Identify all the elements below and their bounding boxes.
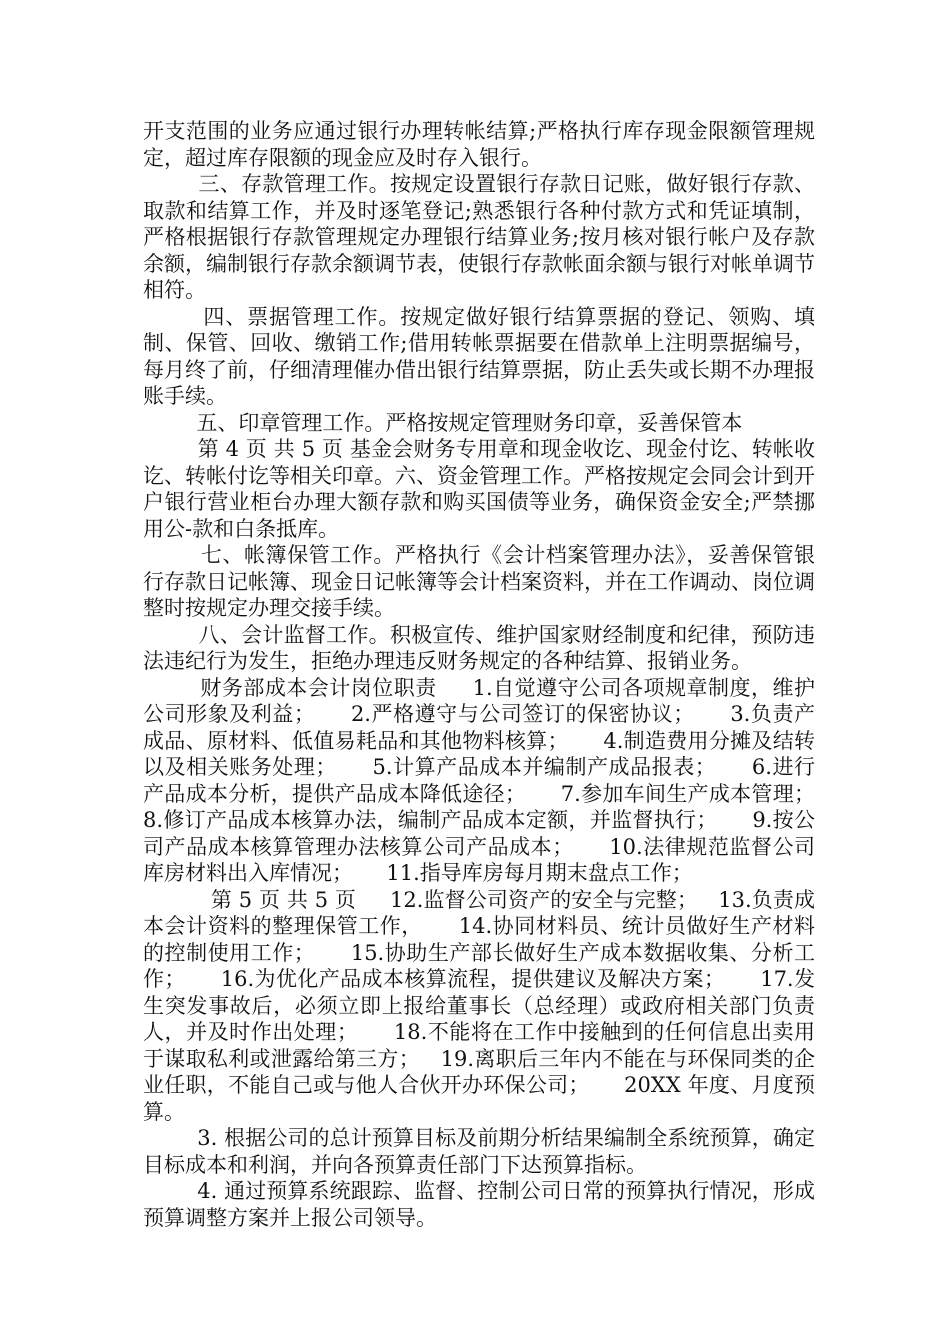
paragraph-budget-compilation: 3. 根据公司的总计预算目标及前期分析结果编制全系统预算，确定目标成本和利润，并向各预算责任部门下达预算指标。 <box>143 1126 815 1177</box>
paragraph-deposit-management: 三、存款管理工作。按规定设置银行存款日记账，做好银行存款、取款和结算工作，并及时逐笔登记;熟悉银行各种付款方式和凭证填制，严格根据银行存款管理规定办理银行结算业务;按月核对银行帐户及存款余额，编制银行存款余额调节表，使银行存款帐面余额与银行对帐单调节相符。 <box>143 172 816 302</box>
document-page <box>143 118 849 1231</box>
paragraph-seal-management: 五、印章管理工作。严格按规定管理财务印章，妥善保管本 <box>143 410 743 435</box>
paragraph-cost-accountant-duties-continued: 第 5 页 共 5 页 12.监督公司资产的安全与完整； 13.负责成本会计资料的整理保管工作， 14.协同材料员、统计员做好生产材料的控制使用工作； 15.协助生产部长做好生产成本数据收集、分析工作； 16.为优化产品成本核算流程，提供建议及解决方案； 17.发生突发事故后，必须立即上报给董事长（总经理）或政府相关部门负责人，并及时作出处理； 18.不能将在工作中接触到的任何信息出卖用于谋取私利或泄露给第三方； 19.离职后三年内不能在与环保同类的企业任职，不能自己或与他人合伙开办环保公司； 20XX 年度、月度预算。 <box>143 887 815 1124</box>
paragraph-ledger-custody: 七、帐簿保管工作。严格执行《会计档案管理办法》，妥善保管银行存款日记帐簿、现金日记帐簿等会计档案资料，并在工作调动、岗位调整时按规定办理交接手续。 <box>143 543 816 620</box>
paragraph-bill-management: 四、票据管理工作。按规定做好银行结算票据的登记、领购、填制、保管、回收、缴销工作;借用转帐票据要在借款单上注明票据编号，每月终了前，仔细清理催办借出银行结算票据，防止丢失或长期不办理报账手续。 <box>143 304 816 408</box>
paragraph-budget-monitoring: 4. 通过预算系统跟踪、监督、控制公司日常的预算执行情况，形成预算调整方案并上报公司领导。 <box>143 1179 815 1230</box>
paragraph-accounting-supervision: 八、会计监督工作。积极宣传、维护国家财经制度和纪律，预防违法违纪行为发生，拒绝办理违反财务规定的各种结算、报销业务。 <box>143 622 816 673</box>
paragraph-cost-accountant-duties: 财务部成本会计岗位职责 1.自觉遵守公司各项规章制度，维护公司形象及利益； 2.严格遵守与公司签订的保密协议； 3.负责产成品、原材料、低值易耗品和其他物料核算； 4.制造费用分摊及结转以及相关账务处理； 5.计算产品成本并编制产成品报表； 6.进行产品成本分析，提供产品成本降低途径； 7.参加车间生产成本管理； 8.修订产品成本核算办法，编制产品成本定额，并监督执行； 9.按公司产品成本核算管理办法核算公司产品成本； 10.法律规范监督公司库房材料出入库情况； 11.指导库房每月期末盘点工作； <box>143 675 849 885</box>
paragraph-fund-management: 第 4 页 共 5 页 基金会财务专用章和现金收讫、现金付讫、转帐收讫、转帐付讫等相关印章。六、资金管理工作。严格按规定会同会计到开户银行营业柜台办理大额存款和购买国债等业务，确保资金安全;严禁挪用公-款和白条抵库。 <box>143 437 816 541</box>
paragraph-cash-settlement: 开支范围的业务应通过银行办理转帐结算;严格执行库存现金限额管理规定，超过库存限额的现金应及时存入银行。 <box>143 119 815 170</box>
